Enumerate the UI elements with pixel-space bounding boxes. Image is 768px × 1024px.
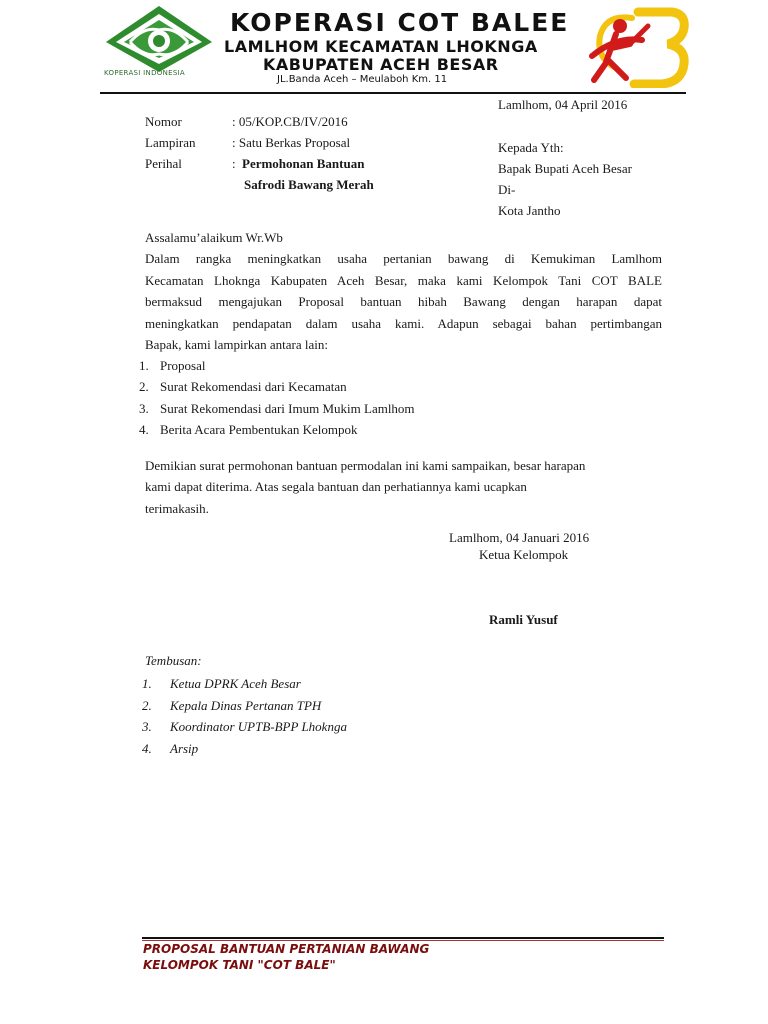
attachment-list	[139, 355, 415, 440]
list-item: 2. Surat Rekomendasi dari Kecamatan	[139, 379, 347, 395]
list-item: 1. Ketua DPRK Aceh Besar	[142, 676, 301, 691]
signature-name: Ramli Yusuf	[489, 612, 558, 627]
closing-line: kami dapat diterima. Atas segala bantuan dan perhatiannya kami ucapkan	[145, 479, 527, 495]
recipient-line3: Di-	[498, 182, 516, 197]
body-line: Kecamatan Lhoknga Kabupaten Aceh Besar, maka kami Kelompok Tani COT BALE	[145, 272, 662, 288]
footer-divider-thin	[142, 940, 664, 941]
nomor-label: Nomor	[145, 114, 182, 129]
closing-line: terimakasih.	[145, 500, 209, 516]
org-address: JL.Banda Aceh – Meulaboh Km. 11	[277, 74, 448, 85]
letterhead-divider	[100, 92, 686, 94]
cc-label: Tembusan:	[145, 653, 202, 668]
perihal-colon: :	[232, 156, 236, 171]
org-location-line: LAMLHOM KECAMATAN LHOKNGA	[224, 37, 538, 56]
letter-date: Lamlhom, 04 April 2016	[498, 97, 628, 112]
list-item: 4. Arsip	[142, 740, 199, 756]
org-name: KOPERASI COT BALEE	[230, 8, 570, 37]
letterhead	[0, 0, 768, 96]
body-line: meningkatkan pendapatan dalam usaha kami. Adapun sebagai bahan pertimbangan	[145, 315, 662, 331]
closing-paragraph	[145, 455, 585, 519]
cc-list	[142, 673, 347, 759]
list-item: 4. Berita Acara Pembentukan Kelompok	[139, 421, 358, 437]
footer-line2: KELOMPOK TANI "COT BALE"	[143, 958, 336, 972]
org-regency-line: KABUPATEN ACEH BESAR	[263, 55, 499, 74]
lampiran-value: : Satu Berkas Proposal	[232, 135, 351, 150]
greeting: Assalamu’alaikum Wr.Wb	[145, 230, 283, 245]
koperasi-logo-caption: KOPERASI INDONESIA	[104, 69, 186, 77]
recipient-line4: Kota Jantho	[498, 203, 561, 218]
body-line: Bapak, kami lampirkan antara lain:	[145, 337, 329, 352]
lampiran-label: Lampiran	[145, 135, 196, 150]
footer-line1: PROPOSAL BANTUAN PERTANIAN BAWANG	[143, 942, 430, 956]
signature-title: Ketua Kelompok	[479, 547, 569, 562]
body-line: bermaksud mengajukan Proposal bantuan hibah Bawang dengan harapan dapat	[145, 294, 662, 309]
footer-divider	[142, 937, 664, 939]
body-paragraph	[145, 248, 662, 356]
list-item: 1. Proposal	[139, 358, 206, 373]
signature-date: Lamlhom, 04 Januari 2016	[449, 530, 590, 545]
nomor-value: : 05/KOP.CB/IV/2016	[232, 114, 348, 129]
perihal-value-line1: Permohonan Bantuan	[242, 156, 365, 171]
recipient-line1: Kepada Yth:	[498, 140, 564, 155]
perihal-label: Perihal	[145, 156, 182, 171]
perihal-value-line2: Safrodi Bawang Merah	[244, 177, 374, 192]
list-item: 2. Kepala Dinas Pertanan TPH	[142, 697, 322, 713]
cot-balee-logo-icon	[586, 6, 690, 88]
recipient-line2: Bapak Bupati Aceh Besar	[498, 161, 632, 176]
closing-line: Demikian surat permohonan bantuan permodalan ini kami sampaikan, besar harapan	[145, 458, 586, 473]
list-item: 3. Surat Rekomendasi dari Imum Mukim Lamlhom	[139, 400, 415, 416]
list-item: 3. Koordinator UPTB-BPP Lhoknga	[142, 719, 347, 734]
body-line: Dalam rangka meningkatkan usaha pertanian bawang di Kemukiman Lamlhom	[145, 251, 662, 266]
